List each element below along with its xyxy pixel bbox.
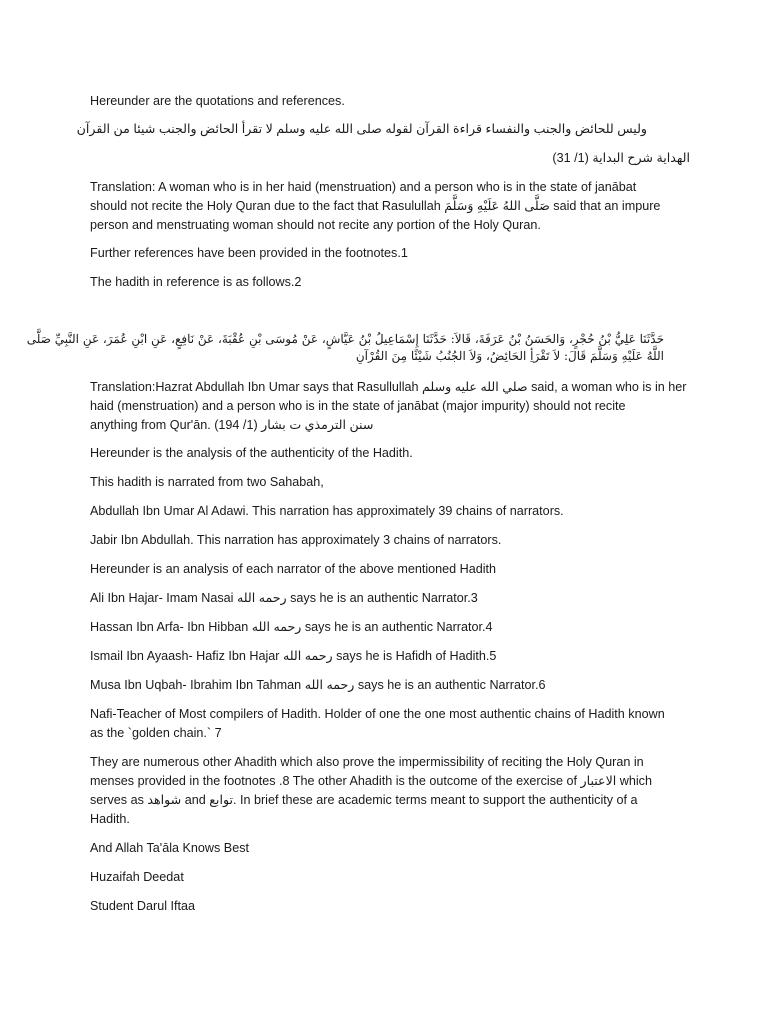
term-arabic: شواهد xyxy=(147,793,182,807)
honorific-arabic: رحمه الله xyxy=(251,620,302,634)
translation-1-line-2 xyxy=(90,197,690,216)
closing-line-2 xyxy=(90,772,690,791)
arabic-source: الهداية شرح البداية (1/ 31) xyxy=(552,151,690,165)
narrator-1 xyxy=(90,589,690,608)
sahabi-2: Jabir Ibn Abdullah. This narration has approximately 3 chains of narrators. xyxy=(90,533,502,547)
narrated-from: This hadith is narrated from two Sahabah, xyxy=(90,475,324,489)
honorific-arabic: رحمه الله xyxy=(282,649,333,663)
text-segment: Ali Ibn Hajar- Imam Nasai xyxy=(90,591,237,605)
term-arabic: توابع xyxy=(209,793,233,807)
closing-line-3 xyxy=(90,791,690,810)
text-segment: Translation:Hazrat Abdullah Ibn Umar says that Rasullullah xyxy=(90,380,423,394)
hadith-arabic-line-1: حَدَّثَنَا عَلِيُّ بْنُ حُجْرٍ، وَالحَسَنُ بْنُ عَرَفَةَ، قَالاَ: حَدَّثَنَا إِسْمَاعِيلُ بْنُ عَيَّاشٍ، عَنْ مُوسَى بْنِ عُقْبَةَ، عَنْ نَافِعٍ، عَنِ ابْنِ عُمَرَ، عَنِ النَّبِيِّ صَلَّى xyxy=(26,332,664,346)
closing-line-1: They are numerous other Ahadith which also prove the impermissibility of reciting the Holy Quran in xyxy=(90,755,644,769)
sahabi-1: Abdullah Ibn Umar Al Adawi. This narration has approximately 39 chains of narrators. xyxy=(90,504,564,518)
narrator-2 xyxy=(90,618,690,637)
text-segment: and xyxy=(181,793,210,807)
nafi-line-2: as the `golden chain.` 7 xyxy=(90,726,222,740)
hadith-arabic-line-2: اللَّهُ عَلَيْهِ وَسَلَّمَ قَالَ: لاَ تَقْرَأِ الحَائِضُ، وَلاَ الجُنُبُ شَيْئًا مِنَ القُرْآنِ xyxy=(355,349,664,363)
honorific-arabic: صَلَّى اللهُ عَلَيْهِ وَسَلَّمَ xyxy=(444,199,550,213)
narrator-3 xyxy=(90,647,690,666)
translation-1-line-1: Translation: A woman who is in her haid (menstruation) and a person who is in the state of janābat xyxy=(90,180,637,194)
author-title: Student Darul Iftaa xyxy=(90,899,196,913)
text-segment: Ismail Ibn Ayaash- Hafiz Ibn Hajar xyxy=(90,649,283,663)
text-segment: Hassan Ibn Arfa- Ibn Hibban xyxy=(90,620,252,634)
author-name: Huzaifah Deedat xyxy=(90,870,184,884)
text-segment: says he is an authentic Narrator.3 xyxy=(286,591,478,605)
translation-2-line-2: haid (menstruation) and a person who is in the state of janābat (major impurity) should not recite xyxy=(90,399,626,413)
hadith-intro: The hadith in reference is as follows.2 xyxy=(90,275,302,289)
text-segment: which xyxy=(616,774,652,788)
text-segment: says he is Hafidh of Hadith.5 xyxy=(332,649,497,663)
text-segment: serves as xyxy=(90,793,148,807)
honorific-arabic: رحمه الله xyxy=(236,591,287,605)
translation-2-line-1 xyxy=(90,378,690,397)
text-segment: menses provided in the footnotes .8 The other Ahadith is the outcome of the exercise of xyxy=(90,774,581,788)
honorific-arabic: صلي الله عليه وسلم xyxy=(422,380,528,394)
text-segment: said that an impure xyxy=(549,199,661,213)
analysis-intro: Hereunder is the analysis of the authenticity of the Hadith. xyxy=(90,446,413,460)
narrator-intro: Hereunder is an analysis of each narrator of the above mentioned Hadith xyxy=(90,562,497,576)
text-segment: said, a woman who is in her xyxy=(527,380,687,394)
translation-1-line-3: person and menstruating woman should not recite any portion of the Holy Quran. xyxy=(90,218,541,232)
text-segment: anything from Qur'ān. xyxy=(90,418,215,432)
honorific-arabic: رحمه الله xyxy=(304,678,355,692)
footnote-note: Further references have been provided in the footnotes.1 xyxy=(90,246,408,260)
sign-off: And Allah Ta'āla Knows Best xyxy=(90,841,249,855)
translation-2-line-3 xyxy=(90,416,690,435)
text-segment: . In brief these are academic terms meant to support the authenticity of a xyxy=(232,793,638,807)
narrator-4 xyxy=(90,676,690,695)
closing-line-4: Hadith. xyxy=(90,812,130,826)
text-segment: should not recite the Holy Quran due to the fact that Rasulullah xyxy=(90,199,445,213)
nafi-line-1: Nafi-Teacher of Most compilers of Hadith. Holder of one the one most authentic chains of Hadith known xyxy=(90,707,665,721)
arabic-quote: وليس للحائض والجنب والنفساء قراءة القرآن لقوله صلى الله عليه وسلم لا تقرأ الحائض والجنب شيئا من القرآن xyxy=(76,122,647,136)
intro-text: Hereunder are the quotations and references. xyxy=(90,94,345,108)
text-segment: says he is an authentic Narrator.4 xyxy=(301,620,493,634)
text-segment: (1/ 194) xyxy=(214,418,262,432)
term-arabic: الاعتبار xyxy=(580,774,617,788)
text-segment: Musa Ibn Uqbah- Ibrahim Ibn Tahman xyxy=(90,678,305,692)
text-segment: says he is an authentic Narrator.6 xyxy=(354,678,546,692)
source-arabic: سنن الترمذي ت بشار xyxy=(261,418,374,432)
